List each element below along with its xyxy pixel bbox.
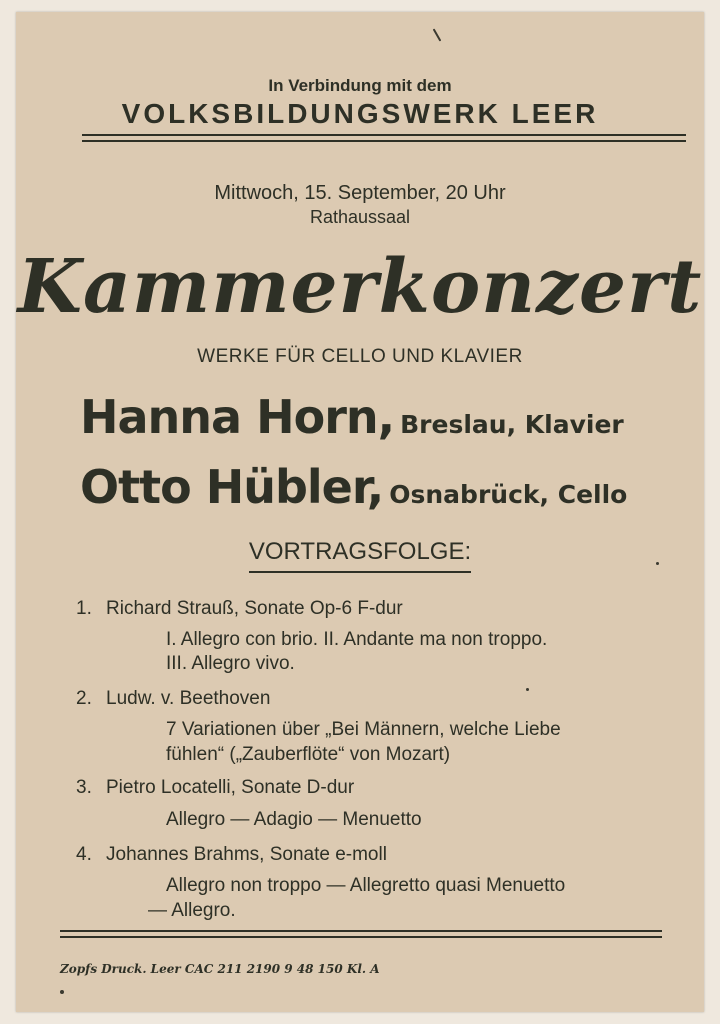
- item-work: Richard Strauß, Sonate Op-6 F-dur: [106, 598, 403, 619]
- item-movement: Allegro non troppo — Allegretto quasi Menuetto: [166, 875, 566, 896]
- printer-imprint: Zopfs Druck. Leer CAC 211 2190 9 48 150 Kl. A: [60, 962, 380, 976]
- item-movement: Allegro — Adagio — Menuetto: [166, 809, 422, 830]
- item-work: Pietro Locatelli, Sonate D-dur: [106, 777, 355, 798]
- concert-subtitle: WERKE FÜR CELLO UND KLAVIER: [197, 346, 523, 367]
- item-movement: 7 Variationen über „Bei Männern, welche Liebe: [166, 719, 561, 740]
- paper-speck: [526, 688, 529, 691]
- program-item-2: [76, 688, 654, 710]
- header-rule-bottom: [82, 140, 686, 142]
- event-venue: Rathaussaal: [309, 207, 411, 227]
- program-heading: [16, 538, 704, 566]
- performer-name: Hanna Horn,: [80, 390, 395, 444]
- program-item-3: [76, 777, 654, 799]
- paper-speck: [656, 562, 659, 565]
- intro-text: In Verbindung mit dem: [268, 76, 452, 95]
- item-number: 4.: [76, 844, 92, 865]
- paper-speck: [60, 990, 64, 994]
- program-item-4: [76, 844, 654, 866]
- performer-name: Otto Hübler,: [80, 460, 384, 514]
- organization-name: VOLKSBILDUNGSWERK LEER: [121, 98, 599, 129]
- item-work: Johannes Brahms, Sonate e-moll: [106, 844, 387, 865]
- performer-1: [80, 390, 654, 444]
- performer-2: [80, 460, 654, 514]
- item-movement: — Allegro.: [148, 900, 236, 921]
- item-number: 1.: [76, 598, 92, 619]
- program-item-1: [76, 598, 654, 620]
- item-movement: fühlen“ („Zauberflöte“ von Mozart): [166, 744, 451, 765]
- item-number: 3.: [76, 777, 92, 798]
- paper-speck: [433, 28, 442, 41]
- concert-title: Kammerkonzert: [17, 244, 703, 330]
- item-number: 2.: [76, 688, 92, 709]
- performer-details: Breslau, Klavier: [400, 410, 624, 439]
- header-rule-top: [82, 134, 686, 136]
- event-date-time: Mittwoch, 15. September, 20 Uhr: [214, 182, 506, 204]
- item-movement: I. Allegro con brio. II. Andante ma non troppo.: [166, 629, 548, 650]
- program-heading-text: VORTRAGSFOLGE:: [249, 538, 471, 573]
- footer-rule-top: [60, 930, 662, 932]
- item-work: Ludw. v. Beethoven: [106, 688, 271, 709]
- footer-rule-bottom: [60, 936, 662, 938]
- item-movement: III. Allegro vivo.: [166, 653, 295, 674]
- performer-details: Osnabrück, Cello: [389, 480, 628, 509]
- concert-poster: [16, 12, 704, 1012]
